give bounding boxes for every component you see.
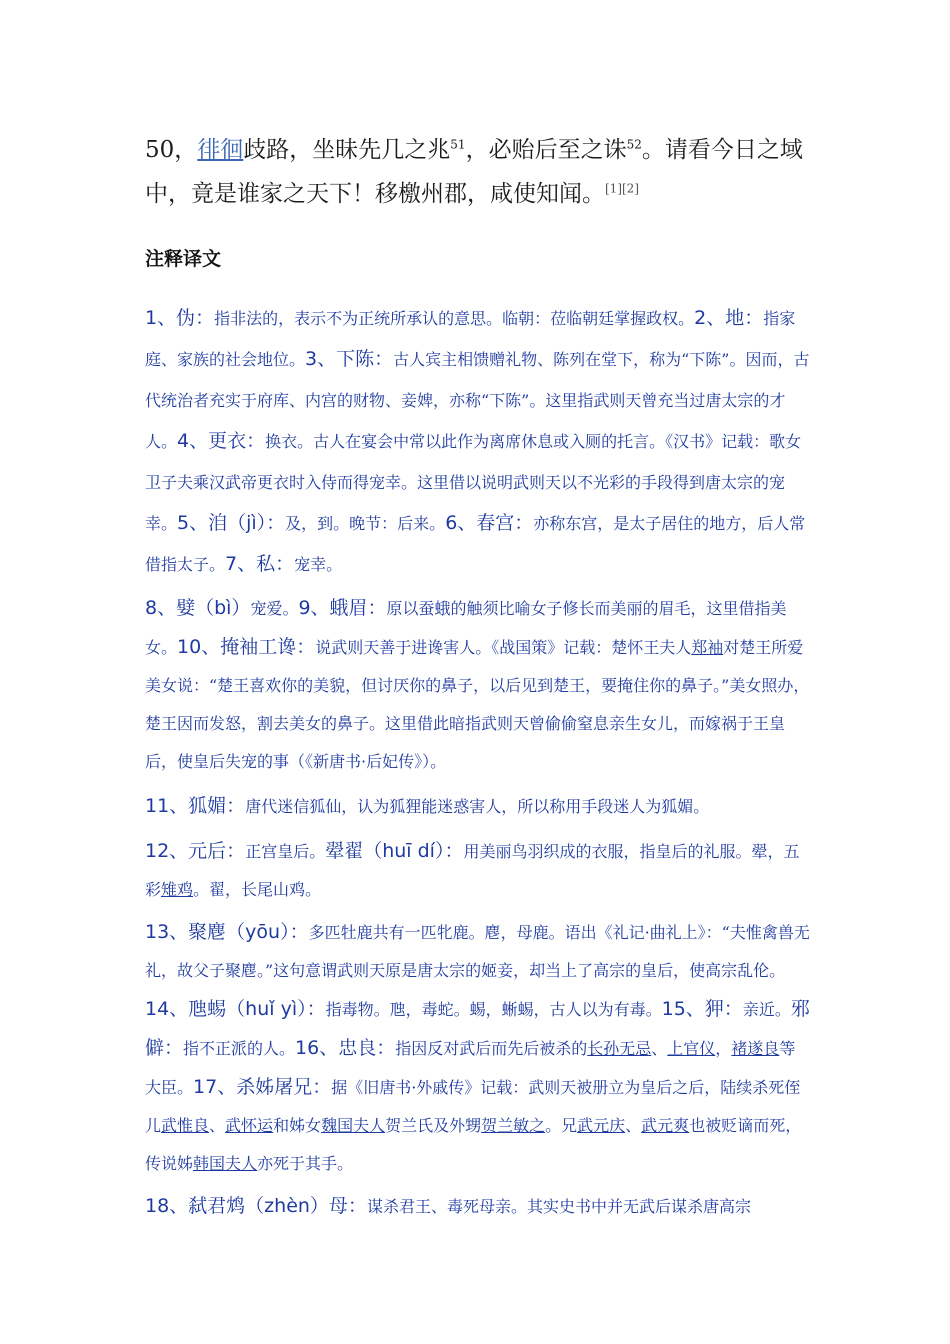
note-text: ， xyxy=(715,1039,732,1058)
intro-text: 。请看今日之域中，竟是谁家之天下！移檄州郡，咸使知闻。 xyxy=(145,137,803,207)
note-term: 1、伪： xyxy=(145,307,215,329)
intro-text: ，必贻后至之诛 xyxy=(465,137,627,163)
note-term: 10、掩袖工谗： xyxy=(177,636,316,658)
intro-text: 歧路，坐昧先几之兆 xyxy=(243,137,451,163)
note-term: 邪僻： xyxy=(145,998,810,1059)
citation-link[interactable]: [1][2] xyxy=(605,181,639,196)
note-text: 唐代迷信狐仙，认为狐狸能迷惑害人，所以称用手段迷人为狐媚。 xyxy=(245,797,710,816)
intro-text: 50， xyxy=(145,137,198,163)
note-text: 亲近。 xyxy=(742,1000,791,1019)
note-text: 用美丽鸟羽织成的衣服，指皇后的礼服。翚，五彩 xyxy=(145,842,800,899)
note-text: 、 xyxy=(209,1116,226,1135)
notes-paragraph xyxy=(145,1187,811,1226)
note-text: 谋杀君王、毒死母亲。其实史书中并无武后谋杀唐高宗 xyxy=(366,1197,751,1216)
note-term: 3、下陈： xyxy=(305,348,394,370)
note-text: 也被贬谪而死，传说姊 xyxy=(145,1116,802,1173)
note-text: 宠幸。 xyxy=(294,555,343,574)
note-text: 及，到。晚节：后来。 xyxy=(285,514,446,533)
person-link-wu-yuanshuang[interactable]: 武元爽 xyxy=(641,1116,690,1135)
note-term: 5、洎（jì）： xyxy=(177,512,286,534)
note-text: 亦死于其手。 xyxy=(257,1154,354,1173)
person-link-helan-minzhi[interactable]: 贺兰敏之 xyxy=(481,1116,546,1135)
person-link-weiguo-furen[interactable]: 魏国夫人 xyxy=(321,1116,386,1135)
footnote-ref: 52 xyxy=(626,137,642,152)
note-text: 。翟，长尾山鸡。 xyxy=(193,880,322,899)
note-text: 换衣。古人在宴会中常以此作为离席休息或入厕的托言。《汉书》记载：歌女卫子夫乘汉武帝更衣时入侍而得宠幸。这里借以说明武则天以不光彩的手段得到唐太宗的宠幸。 xyxy=(145,432,802,533)
person-link-zhangsun-wuji[interactable]: 长孙无忌 xyxy=(587,1039,652,1058)
note-term: 4、更衣： xyxy=(177,430,266,452)
term-link-zhiji[interactable]: 雉鸡 xyxy=(161,880,194,899)
note-term: 12、元后： xyxy=(145,840,246,862)
person-link-shangguan-yi[interactable]: 上官仪 xyxy=(667,1039,716,1058)
note-term: 15、狎： xyxy=(661,998,743,1020)
note-text: 。兄 xyxy=(545,1116,578,1135)
person-link-zhengxiu[interactable]: 郑袖 xyxy=(691,638,724,657)
note-text: 宠爱。 xyxy=(250,599,299,618)
note-text: 正宫皇后。 xyxy=(245,842,326,861)
intro-link-paihuai[interactable]: 徘徊 xyxy=(197,137,244,163)
note-text: 原以蚕蛾的触须比喻女子修长而美丽的眉毛，这里借指美女。 xyxy=(145,599,787,657)
note-text: 指因反对武后而先后被杀的 xyxy=(395,1039,588,1058)
note-term: 18、弑君鸩（zhèn）母： xyxy=(145,1195,367,1217)
note-text: 指不正派的人。 xyxy=(183,1039,296,1058)
note-term: 14、虺蜴（huǐ yì）： xyxy=(145,998,326,1020)
notes-paragraph xyxy=(145,832,811,909)
note-term: 翚翟（huī dí）： xyxy=(325,840,464,862)
person-link-wu-yuanqing[interactable]: 武元庆 xyxy=(577,1116,626,1135)
note-text: 指家庭、家族的社会地位。 xyxy=(145,309,796,369)
note-term: 2、地： xyxy=(694,307,764,329)
note-text: 亦称东宫，是太子居住的地方，后人常借指太子。 xyxy=(145,514,806,574)
footnote-ref: 51 xyxy=(450,137,466,152)
note-text: 据《旧唐书·外戚传》记载：武则天被册立为皇后之后，陆续杀死侄儿 xyxy=(145,1078,801,1135)
note-text: 说武则天善于进谗害人。《战国策》记载：楚怀王夫人 xyxy=(315,638,692,657)
section-heading: 注释译文 xyxy=(145,248,222,270)
note-text: 贺兰氏及外甥 xyxy=(385,1116,482,1135)
note-text: 指非法的，表示不为正统所承认的意思。临朝：莅临朝廷掌握政权。 xyxy=(214,309,695,328)
intro-paragraph xyxy=(145,128,825,216)
notes-section xyxy=(145,298,811,1226)
person-link-wu-huaiyun[interactable]: 武怀运 xyxy=(225,1116,274,1135)
note-term: 7、私： xyxy=(225,553,295,575)
note-term: 13、聚麀（yōu）： xyxy=(145,921,309,943)
person-link-hanguo-furen[interactable]: 韩国夫人 xyxy=(193,1154,258,1173)
note-term: 9、蛾眉： xyxy=(298,597,387,619)
person-link-wu-weiliang[interactable]: 武惟良 xyxy=(161,1116,210,1135)
note-term: 8、嬖（bì） xyxy=(145,597,251,619)
notes-paragraph xyxy=(145,913,811,1183)
note-text: 和姊女 xyxy=(273,1116,322,1135)
note-text: 、 xyxy=(651,1039,668,1058)
note-term: 11、狐媚： xyxy=(145,795,246,817)
note-term: 16、忠良： xyxy=(295,1037,396,1059)
note-text: 古人宾主相馈赠礼物、陈列在堂下，称为“下陈”。因而，古代统治者充实于府库、内宫的财物、妾婢，亦称“下陈”。这里指武则天曾充当过唐太宗的才人。 xyxy=(145,350,810,451)
note-term: 17、杀姊屠兄： xyxy=(193,1076,332,1098)
note-text: 等大臣。 xyxy=(145,1039,796,1097)
notes-paragraph xyxy=(145,787,811,826)
notes-paragraph xyxy=(145,298,811,585)
note-text: 多匹牡鹿共有一匹牝鹿。麀，母鹿。语出《礼记·曲礼上》：“夫惟禽兽无礼，故父子聚麀。”这句意谓武则天原是唐太宗的姬妾，却当上了高宗的皇后，使高宗乱伦。 xyxy=(145,923,810,980)
person-link-chu-suiliang[interactable]: 褚遂良 xyxy=(731,1039,780,1058)
note-term: 6、春宫： xyxy=(445,512,534,534)
note-text: 指毒物。虺，毒蛇。蜴，蜥蜴，古人以为有毒。 xyxy=(325,1000,662,1019)
note-text: 、 xyxy=(625,1116,642,1135)
notes-paragraph xyxy=(145,589,811,781)
note-text: 对楚王所爱美女说：“楚王喜欢你的美貌，但讨厌你的鼻子，以后见到楚王，要掩住你的鼻子。”美女照办，楚王因而发怒，割去美女的鼻子。这里借此暗指武则天曾偷偷窒息亲生女儿，而嫁祸于王皇后，使皇后失宠的事（《新唐书·后妃传》）。 xyxy=(145,638,810,771)
